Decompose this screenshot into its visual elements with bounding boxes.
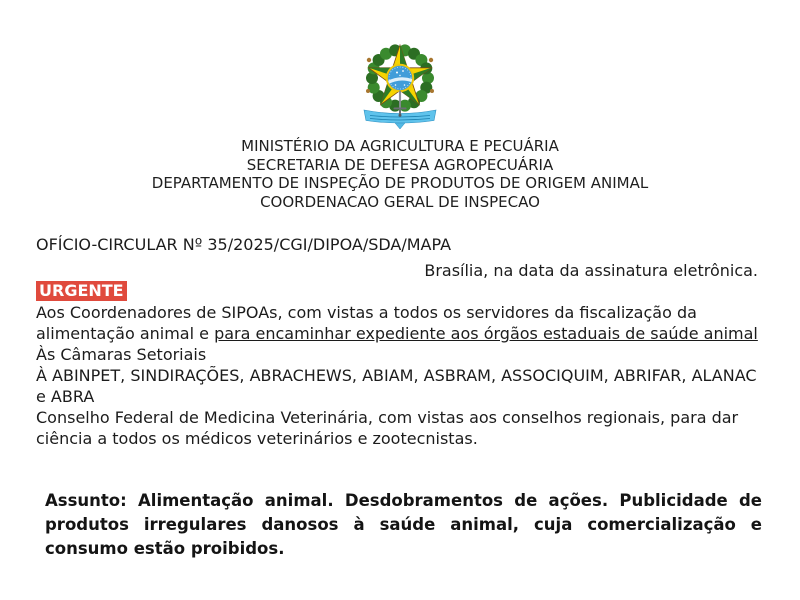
document-dateline: Brasília, na data da assinatura eletrônica.	[424, 261, 758, 280]
subject-paragraph	[45, 489, 762, 561]
recipients-line-chambers: Às Câmaras Setoriais	[36, 345, 207, 364]
letterhead-department: DEPARTAMENTO DE INSPEÇÃO DE PRODUTOS DE ORIGEM ANIMAL	[151, 174, 649, 192]
letterhead-ministry: MINISTÉRIO DA AGRICULTURA E PECUÁRIA	[241, 137, 559, 155]
letterhead	[0, 137, 800, 211]
urgency-badge: URGENTE	[36, 281, 127, 301]
subject-text: Alimentação animal. Desdobramentos de ações. Publicidade de produtos irregulares danosos à saúde animal, cuja comercialização e consumo estão proibidos.	[45, 491, 763, 558]
recipients-block	[36, 302, 758, 449]
document-reference: OFÍCIO-CIRCULAR Nº 35/2025/CGI/DIPOA/SDA/MAPA	[36, 235, 452, 254]
crest-container	[0, 0, 800, 134]
recipients-line-council: Conselho Federal de Medicina Veterinária, com vistas aos conselhos regionais, para dar ciência a todos os médicos veterinários e zootecnistas.	[36, 408, 739, 448]
coat-of-arms-icon	[356, 38, 444, 130]
recipients-line-associations: À ABINPET, SINDIRAÇÕES, ABRACHEWS, ABIAM, ASBRAM, ASSOCIQUIM, ABRIFAR, ALANAC e ABRA	[36, 366, 757, 406]
letterhead-coordination: COORDENACAO GERAL DE INSPECAO	[260, 192, 540, 211]
letterhead-secretariat: SECRETARIA DE DEFESA AGROPECUÁRIA	[246, 155, 554, 174]
recipients-paragraph-1	[36, 302, 758, 344]
recipients-paragraph-1-underlined: para encaminhar expediente aos órgãos estaduais de saúde animal	[214, 324, 758, 343]
urgency-row	[36, 281, 758, 302]
crest-disc	[387, 65, 413, 91]
recipients-paragraph-1-text: Aos Coordenadores de SIPOAs, com vistas a todos os servidores da fiscalização da alimentação animal e	[36, 303, 697, 343]
subject-label: Assunto:	[45, 491, 127, 510]
